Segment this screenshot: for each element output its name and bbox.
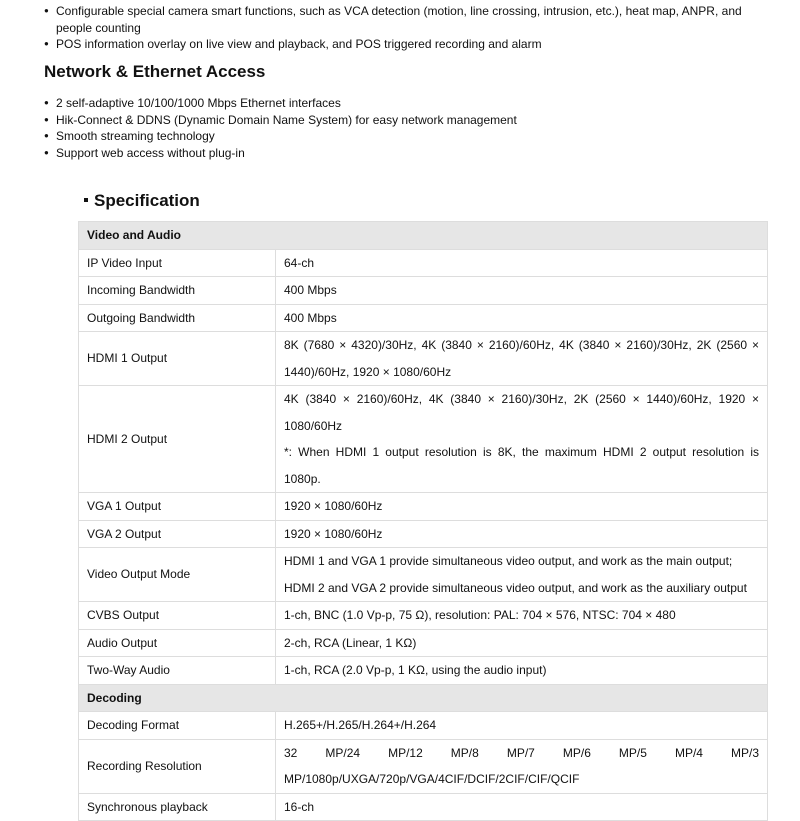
spec-value: 1-ch, RCA (2.0 Vp-p, 1 KΩ, using the audio input) <box>276 657 768 685</box>
list-item: ● Support web access without plug-in <box>44 145 764 162</box>
network-section-title: Network & Ethernet Access <box>44 62 266 81</box>
spec-value <box>276 386 768 493</box>
spec-label: Incoming Bandwidth <box>79 277 276 305</box>
spec-value: 1920 × 1080/60Hz <box>276 520 768 548</box>
spec-label: Audio Output <box>79 629 276 657</box>
specification-table <box>78 221 768 821</box>
spec-value-text: 32 MP/24 MP/12 MP/8 MP/7 MP/6 MP/5 MP/4 MP/3 MP/1080p/UXGA/720p/VGA/4CIF/DCIF/2CIF/CIF/QCIF <box>284 745 760 786</box>
spec-value <box>276 332 768 386</box>
spec-label: VGA 2 Output <box>79 520 276 548</box>
table-row <box>79 520 768 548</box>
spec-value-text: HDMI 1 and VGA 1 provide simultaneous video output, and work as the main output; <box>284 554 733 568</box>
spec-label: HDMI 1 Output <box>79 332 276 386</box>
specification-title-text: Specification <box>94 191 200 210</box>
specification-title <box>84 191 200 211</box>
list-item: ● Configurable special camera smart functions, such as VCA detection (motion, line crossing, intrusion, etc.), heat map, ANPR, and people counting <box>44 3 764 36</box>
table-group-header <box>79 222 768 250</box>
table-row <box>79 249 768 277</box>
spec-label: Synchronous playback <box>79 793 276 821</box>
feature-bullet-list <box>44 3 764 53</box>
spec-value <box>276 548 768 602</box>
table-row <box>79 386 768 493</box>
spec-label: Outgoing Bandwidth <box>79 304 276 332</box>
spec-label: HDMI 2 Output <box>79 386 276 493</box>
table-row <box>79 739 768 793</box>
spec-value: 1920 × 1080/60Hz <box>276 493 768 521</box>
spec-note-text: HDMI 2 and VGA 2 provide simultaneous video output, and work as the auxiliary output <box>284 580 747 595</box>
table-row <box>79 493 768 521</box>
spec-value: 16-ch <box>276 793 768 821</box>
group-label-video-audio: Video and Audio <box>79 222 768 250</box>
spec-value: 2-ch, RCA (Linear, 1 KΩ) <box>276 629 768 657</box>
network-bullet-list <box>44 95 764 161</box>
table-row <box>79 793 768 821</box>
spec-value-text: 8K (7680 × 4320)/30Hz, 4K (3840 × 2160)/60Hz, 4K (3840 × 2160)/30Hz, 2K (2560 × 1440)/60Hz, 1920 × 1080/60Hz <box>284 338 760 379</box>
list-item: ● Smooth streaming technology <box>44 128 764 145</box>
spec-label: Video Output Mode <box>79 548 276 602</box>
spec-label: IP Video Input <box>79 249 276 277</box>
table-row <box>79 602 768 630</box>
spec-label: Two-Way Audio <box>79 657 276 685</box>
spec-value: 400 Mbps <box>276 277 768 305</box>
table-row <box>79 657 768 685</box>
spec-value <box>276 739 768 793</box>
table-row <box>79 332 768 386</box>
spec-label: CVBS Output <box>79 602 276 630</box>
spec-value: 64-ch <box>276 249 768 277</box>
list-item: ● Hik-Connect & DDNS (Dynamic Domain Name System) for easy network management <box>44 112 764 129</box>
square-bullet-icon <box>84 198 88 202</box>
spec-note-text: *: When HDMI 1 output resolution is 8K, the maximum HDMI 2 output resolution is 1080p. <box>284 445 760 486</box>
spec-value: H.265+/H.265/H.264+/H.264 <box>276 712 768 740</box>
spec-value: 1-ch, BNC (1.0 Vp-p, 75 Ω), resolution: PAL: 704 × 576, NTSC: 704 × 480 <box>276 602 768 630</box>
spec-label: Recording Resolution <box>79 739 276 793</box>
spec-label: VGA 1 Output <box>79 493 276 521</box>
spec-label: Decoding Format <box>79 712 276 740</box>
table-group-header <box>79 684 768 712</box>
table-row <box>79 629 768 657</box>
list-item: ● 2 self-adaptive 10/100/1000 Mbps Ethernet interfaces <box>44 95 764 112</box>
table-row <box>79 277 768 305</box>
table-row <box>79 548 768 602</box>
group-label-decoding: Decoding <box>79 684 768 712</box>
list-item: ● POS information overlay on live view and playback, and POS triggered recording and alarm <box>44 36 764 53</box>
spec-value-text: 4K (3840 × 2160)/60Hz, 4K (3840 × 2160)/30Hz, 2K (2560 × 1440)/60Hz, 1920 × 1080/60Hz <box>284 392 760 433</box>
spec-value: 400 Mbps <box>276 304 768 332</box>
table-row <box>79 304 768 332</box>
table-row <box>79 712 768 740</box>
